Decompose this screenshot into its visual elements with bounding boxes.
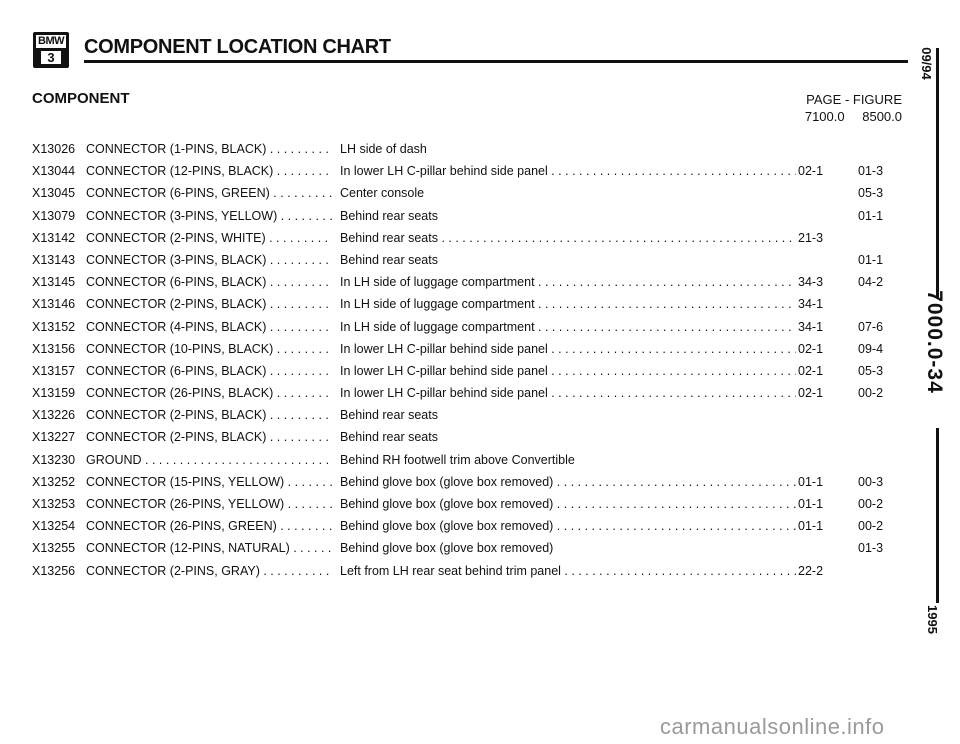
- page-number: 02-1: [798, 386, 824, 401]
- table-row: [0, 475, 900, 497]
- component-location: In LH side of luggage compartment . . .: [340, 297, 796, 311]
- component-location: Left from LH rear seat behind trim panel . . .: [340, 564, 796, 578]
- figure-number: 00-2: [858, 386, 884, 401]
- table-row: [0, 231, 900, 253]
- table-row: [0, 253, 900, 275]
- component-code: X13226: [32, 408, 76, 423]
- side-date: 09/94: [918, 47, 934, 80]
- table-row: [0, 320, 900, 342]
- page-number: 02-1: [798, 363, 824, 378]
- page-number: 22-2: [798, 563, 824, 578]
- watermark: carmanualsonline.info: [660, 714, 885, 739]
- component-code: X13253: [32, 497, 76, 511]
- component-location: Behind rear seats: [340, 252, 438, 267]
- side-reference: 7000.0-34: [922, 290, 946, 394]
- component-location: Behind glove box (glove box removed) . . .: [340, 497, 796, 511]
- page-figure-heading: [792, 92, 902, 124]
- table-row: [0, 497, 900, 519]
- title-rule: [84, 60, 908, 63]
- component-name: CONNECTOR (3-PINS, YELLOW) . . .: [86, 209, 332, 223]
- component-name: CONNECTOR (10-PINS, BLACK) . . .: [86, 342, 332, 356]
- component-code: X13255: [32, 541, 76, 556]
- component-code: X13252: [32, 474, 76, 489]
- component-location: Behind rear seats: [340, 208, 438, 223]
- figure-number: 01-1: [858, 208, 884, 223]
- component-location: Behind rear seats: [340, 430, 438, 445]
- table-row: [0, 364, 900, 386]
- page-number: 02-1: [798, 341, 824, 356]
- component-name: CONNECTOR (3-PINS, BLACK) . . .: [86, 253, 332, 267]
- page-number: 02-1: [798, 164, 824, 179]
- component-code: X13159: [32, 386, 76, 401]
- component-name: CONNECTOR (4-PINS, BLACK) . . .: [86, 320, 332, 334]
- component-location: Center console: [340, 186, 425, 201]
- table-row: [0, 541, 900, 563]
- component-name: CONNECTOR (26-PINS, YELLOW) . . .: [86, 497, 332, 511]
- table-row: [0, 142, 900, 164]
- table-row: [0, 297, 900, 319]
- figure-number: 04-2: [858, 275, 884, 290]
- figure-number: 01-3: [858, 164, 884, 179]
- page-number: 34-3: [798, 275, 824, 290]
- component-name: GROUND . . .: [86, 453, 332, 467]
- component-name: CONNECTOR (6-PINS, BLACK) . . .: [86, 364, 332, 378]
- component-code: X13044: [32, 164, 76, 179]
- component-name: CONNECTOR (2-PINS, BLACK) . . .: [86, 297, 332, 311]
- page-number: 01-1: [798, 474, 824, 489]
- table-row: [0, 164, 900, 186]
- component-code: X13157: [32, 363, 76, 378]
- component-code: X13152: [32, 319, 76, 334]
- figure-code: 8500.0: [862, 109, 902, 124]
- component-column-heading: COMPONENT: [32, 90, 130, 107]
- component-location: Behind glove box (glove box removed) . . .: [340, 519, 796, 533]
- component-name: CONNECTOR (26-PINS, BLACK) . . .: [86, 386, 332, 400]
- logo-series: 3: [41, 51, 61, 64]
- logo-brand: BMW: [38, 35, 64, 47]
- table-row: [0, 275, 900, 297]
- component-location: Behind glove box (glove box removed): [340, 541, 554, 556]
- bmw-logo: [33, 32, 69, 68]
- component-code: X13227: [32, 430, 76, 445]
- component-code: X13026: [32, 142, 76, 156]
- component-name: CONNECTOR (2-PINS, BLACK) . . .: [86, 408, 332, 422]
- figure-number: 00-2: [858, 519, 884, 534]
- component-name: CONNECTOR (1-PINS, BLACK) . . .: [86, 142, 332, 156]
- side-rule-bottom: [936, 428, 939, 603]
- table-row: [0, 186, 900, 208]
- component-code: X13079: [32, 208, 76, 223]
- page-number: 01-1: [798, 497, 824, 511]
- component-code: X13146: [32, 297, 76, 312]
- side-year: 1995: [924, 605, 940, 634]
- page-figure-label: PAGE - FIGURE: [806, 92, 902, 107]
- component-location: In lower LH C-pillar behind side panel . . .: [340, 164, 796, 178]
- component-name: CONNECTOR (12-PINS, BLACK) . . .: [86, 164, 332, 178]
- figure-number: 01-3: [858, 541, 884, 556]
- component-location: Behind glove box (glove box removed) . . .: [340, 475, 796, 489]
- figure-number: 01-1: [858, 252, 884, 267]
- figure-number: 05-3: [858, 186, 884, 201]
- component-name: CONNECTOR (6-PINS, GREEN) . . .: [86, 186, 332, 200]
- page-number: 01-1: [798, 519, 824, 534]
- component-location: In lower LH C-pillar behind side panel . . .: [340, 342, 796, 356]
- component-name: CONNECTOR (2-PINS, BLACK) . . .: [86, 430, 332, 444]
- component-name: CONNECTOR (26-PINS, GREEN) . . .: [86, 519, 332, 533]
- component-code: X13143: [32, 252, 76, 267]
- component-name: CONNECTOR (12-PINS, NATURAL) . . .: [86, 541, 332, 555]
- component-code: X13145: [32, 275, 76, 290]
- component-name: CONNECTOR (2-PINS, GRAY) . . .: [86, 564, 332, 578]
- table-row: [0, 342, 900, 364]
- figure-number: 00-3: [858, 474, 884, 489]
- table-row: [0, 386, 900, 408]
- component-code: X13142: [32, 230, 76, 245]
- table-row: [0, 209, 900, 231]
- figure-number: 05-3: [858, 363, 884, 378]
- component-table: [0, 142, 900, 586]
- figure-number: 00-2: [858, 497, 884, 511]
- component-code: X13256: [32, 563, 76, 578]
- page-number: 21-3: [798, 230, 824, 245]
- page-title: COMPONENT LOCATION CHART: [84, 36, 391, 58]
- component-location: Behind rear seats . . .: [340, 231, 796, 245]
- table-row: [0, 430, 900, 452]
- component-code: X13156: [32, 341, 76, 356]
- table-row: [0, 564, 900, 586]
- page-code: 7100.0: [804, 109, 845, 124]
- component-name: CONNECTOR (2-PINS, WHITE) . . .: [86, 231, 332, 245]
- page-number: 34-1: [798, 319, 824, 334]
- component-code: X13045: [32, 186, 76, 201]
- figure-number: 09-4: [858, 341, 884, 356]
- component-code: X13230: [32, 452, 76, 467]
- page-number: 34-1: [798, 297, 824, 312]
- table-row: [0, 408, 900, 430]
- component-code: X13254: [32, 519, 76, 534]
- component-location: In LH side of luggage compartment . . .: [340, 275, 796, 289]
- table-row: [0, 453, 900, 475]
- figure-number: 07-6: [858, 319, 884, 334]
- page-figure-codes: [792, 109, 902, 124]
- component-location: Behind RH footwell trim above Convertible: [340, 452, 575, 467]
- side-rule-top: [936, 48, 939, 298]
- component-location: LH side of dash: [340, 142, 427, 156]
- component-location: Behind rear seats: [340, 408, 438, 423]
- component-location: In LH side of luggage compartment . . .: [340, 320, 796, 334]
- component-location: In lower LH C-pillar behind side panel . . .: [340, 386, 796, 400]
- table-row: [0, 519, 900, 541]
- component-name: CONNECTOR (6-PINS, BLACK) . . .: [86, 275, 332, 289]
- component-name: CONNECTOR (15-PINS, YELLOW) . . .: [86, 475, 332, 489]
- component-location: In lower LH C-pillar behind side panel . . .: [340, 364, 796, 378]
